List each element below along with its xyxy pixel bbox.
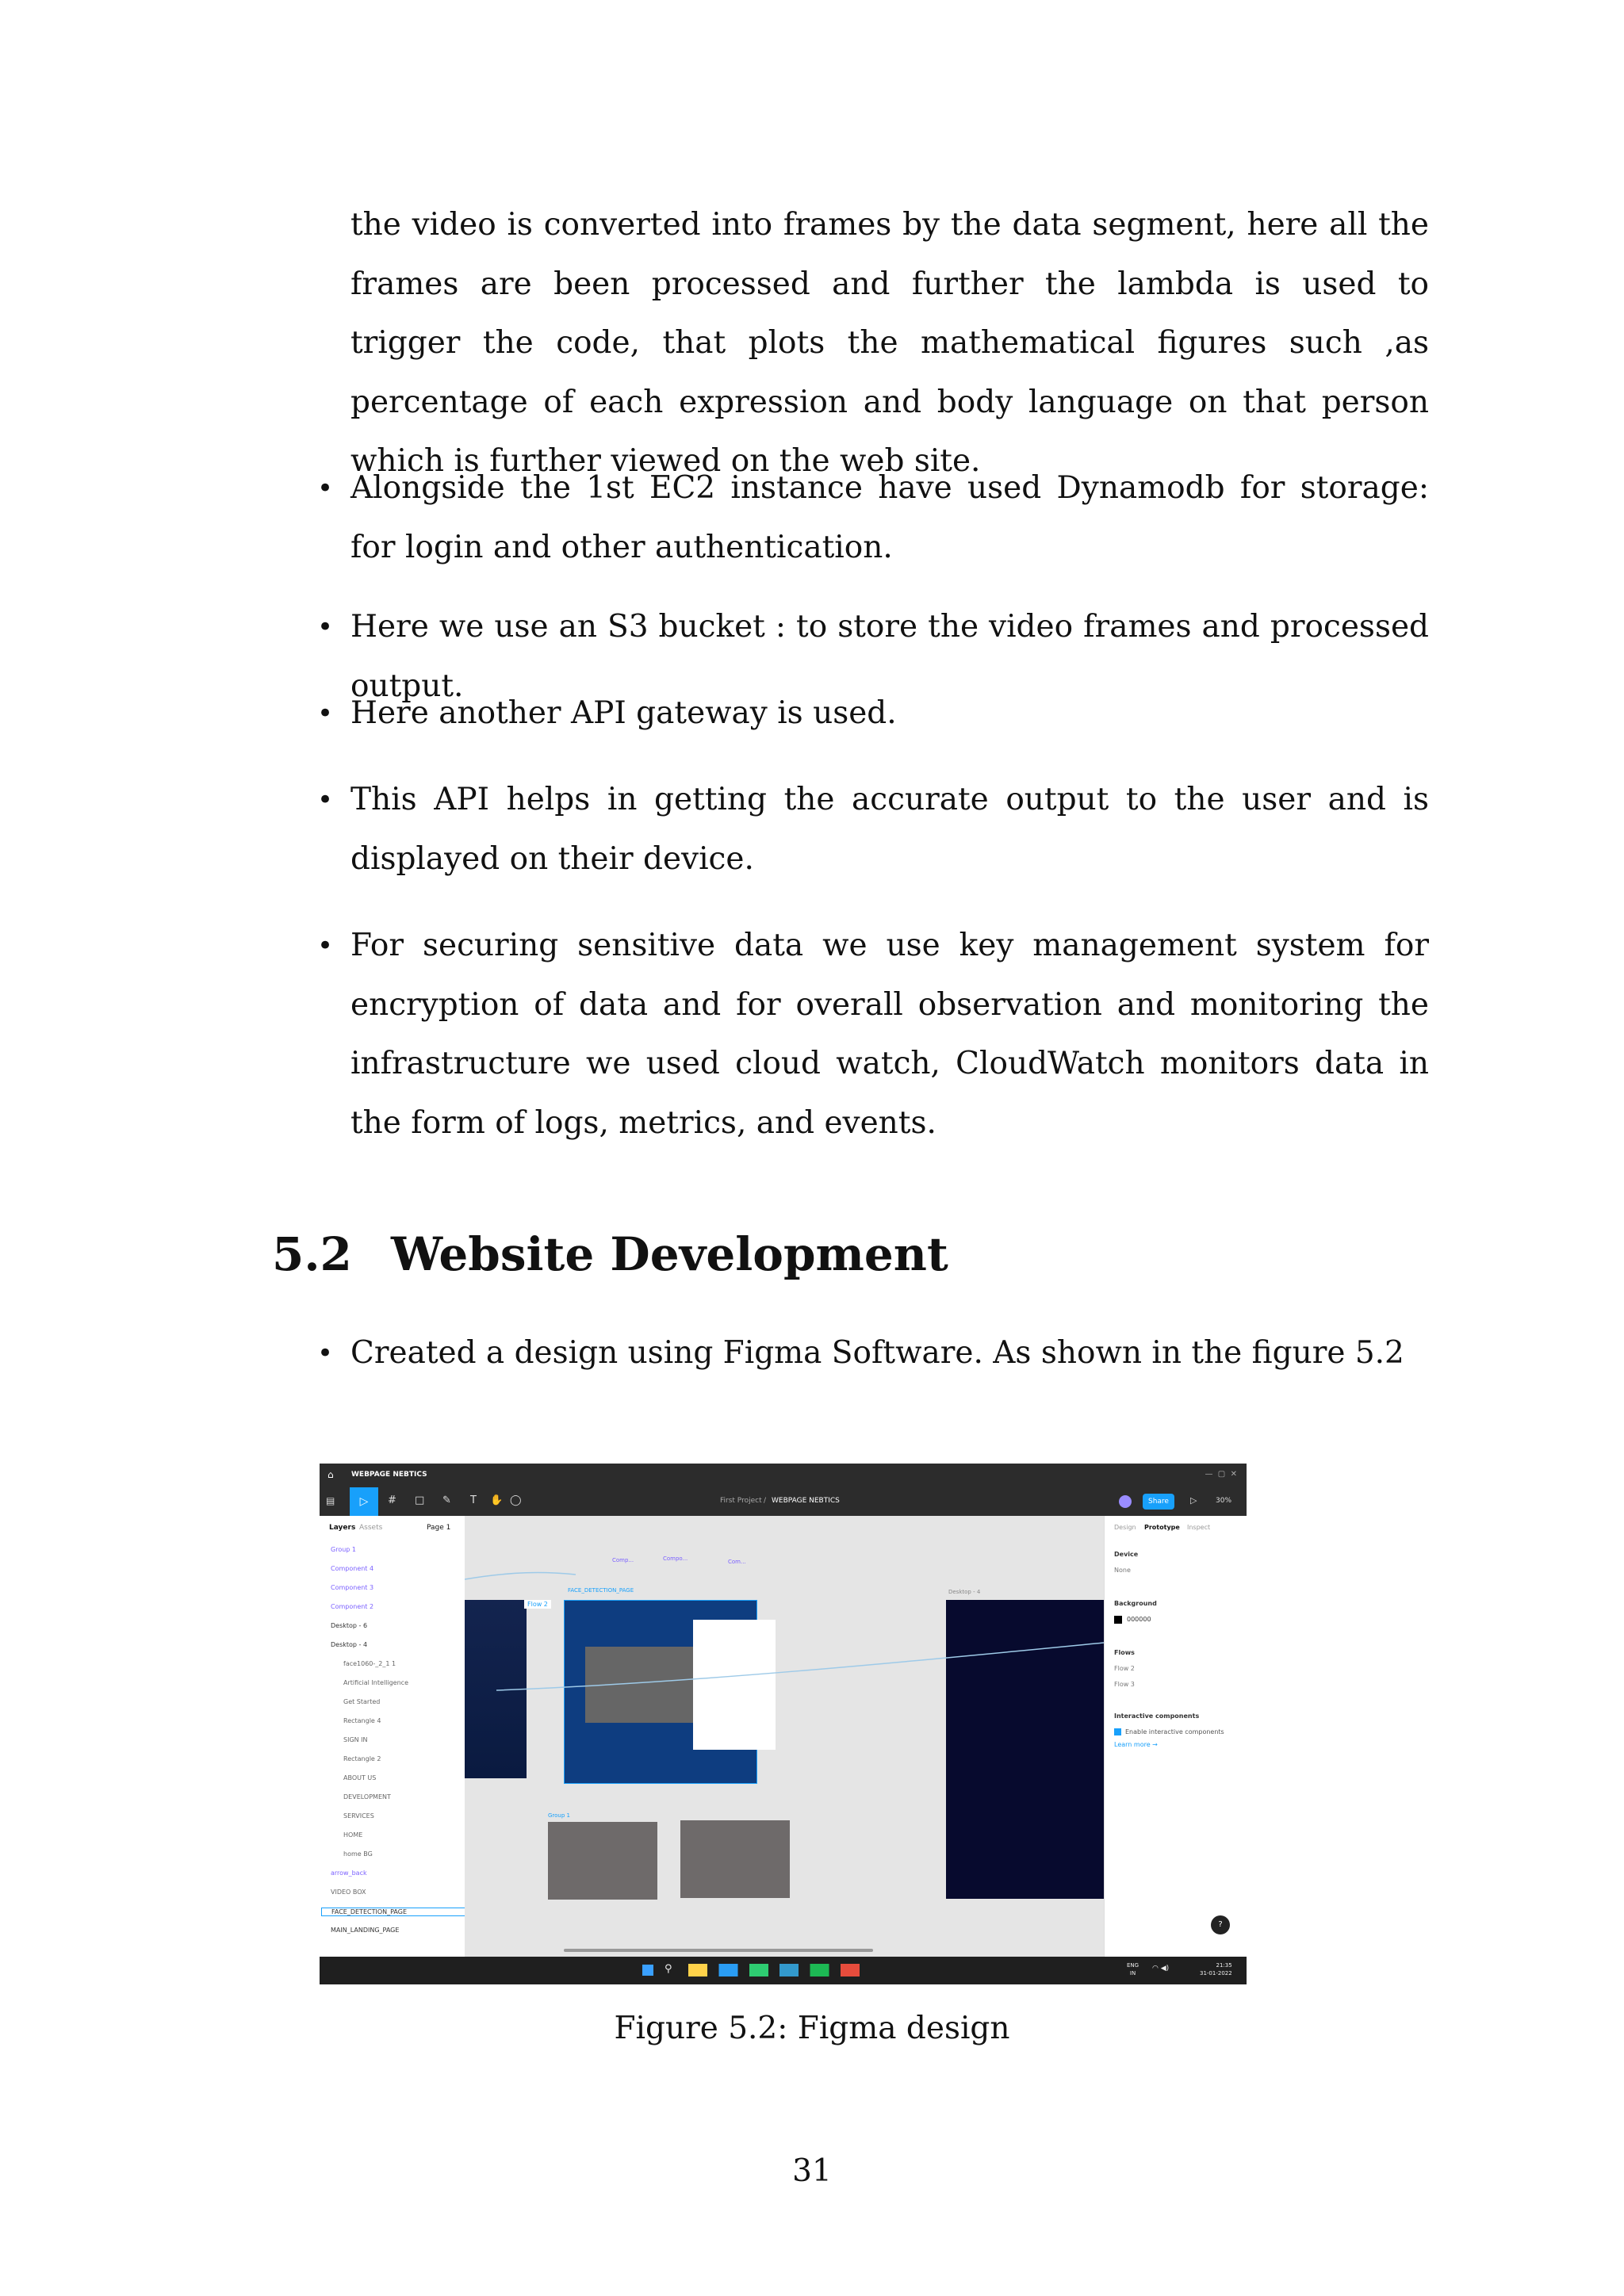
frame-tool-icon[interactable]: # <box>388 1494 396 1506</box>
device-label: Device <box>1114 1551 1139 1558</box>
frame-label[interactable]: FACE_DETECTION_PAGE <box>568 1587 634 1594</box>
section-heading <box>272 1227 948 1281</box>
clock[interactable] <box>1200 1961 1232 1977</box>
layer-item[interactable]: MAIN_LANDING_PAGE <box>331 1927 400 1934</box>
file-tab[interactable]: WEBPAGE NEBTICS <box>351 1471 427 1479</box>
zoom-level[interactable]: 30% <box>1216 1497 1232 1505</box>
background-label: Background <box>1114 1600 1157 1607</box>
pen-tool-icon[interactable]: ✎ <box>442 1494 451 1506</box>
clock-date: 31-01-2022 <box>1200 1970 1232 1976</box>
wifi-icon[interactable]: ◠ ◀) <box>1152 1965 1170 1973</box>
hand-tool-icon[interactable]: ✋ <box>490 1494 504 1506</box>
layer-item[interactable]: HOME <box>343 1831 363 1839</box>
interactive-label: Interactive components <box>1114 1712 1200 1720</box>
breadcrumb-sep: / <box>764 1497 767 1505</box>
tab-layers[interactable]: Layers <box>329 1524 356 1532</box>
lang-code: ENG <box>1127 1962 1139 1969</box>
share-button[interactable]: Share <box>1143 1494 1174 1510</box>
bullet-item: • This API helps in getting the accurate output to the user and is displayed on their device. <box>317 782 1429 877</box>
main-menu-icon[interactable]: ▤ <box>326 1495 335 1506</box>
search-icon[interactable]: ⚲ <box>665 1963 672 1975</box>
flow-item[interactable]: Flow 3 <box>1114 1681 1135 1688</box>
comment-tool-icon[interactable]: ◯ <box>510 1494 522 1506</box>
properties-panel <box>1104 1516 1247 1957</box>
bullet-text: For securing sensitive data we use key management system for encryption of data and for overall observation and monitoring the infrastructure we used cloud watch, CloudWatch monitors data in the form of logs, metrics, and events. <box>350 928 1429 1141</box>
layer-item[interactable]: Artificial Intelligence <box>343 1679 408 1686</box>
layers-panel <box>320 1516 465 1957</box>
paragraph-continuation: the video is converted into frames by the data segment, here all the frames are been processed and further the lambda is used to trigger the code, that plots the mathematical figures such ,as percentage of each expression and body language on that person which is further viewed on the web site. <box>350 207 1429 479</box>
flow-label[interactable]: Flow 2 <box>524 1600 551 1609</box>
help-icon[interactable]: ? <box>1211 1915 1230 1934</box>
layer-item[interactable]: DEVELOPMENT <box>343 1793 391 1800</box>
background-value[interactable]: 000000 <box>1127 1616 1151 1623</box>
language-indicator[interactable] <box>1127 1961 1139 1977</box>
section-title: Website Development <box>391 1227 948 1281</box>
comp-label-2[interactable]: Compo... <box>663 1556 688 1562</box>
figma-screenshot <box>320 1464 1247 1984</box>
bullet-item: • Here another API gateway is used. <box>317 695 897 731</box>
breadcrumb-project[interactable]: First Project <box>720 1497 762 1505</box>
page-number: 31 <box>792 2153 832 2189</box>
figma-toolbar <box>320 1487 1247 1516</box>
design-canvas[interactable] <box>465 1516 1104 1957</box>
layer-item[interactable]: home BG <box>343 1850 373 1858</box>
present-icon[interactable]: ▷ <box>1190 1495 1197 1506</box>
layer-item[interactable]: Desktop - 4 <box>331 1641 368 1648</box>
bullet-item: • Alongside the 1st EC2 instance have used Dynamodb for storage: for login and other authentication. <box>317 470 1429 565</box>
layer-item[interactable]: ABOUT US <box>343 1774 377 1781</box>
interactive-option[interactable]: Enable interactive components <box>1125 1728 1224 1735</box>
clock-time: 21:35 <box>1216 1962 1232 1969</box>
bullet-item: • Created a design using Figma Software. As shown in the figure 5.2 <box>317 1335 1404 1371</box>
bullet-text: Alongside the 1st EC2 instance have used Dynamodb for storage: for login and other authentication. <box>350 470 1429 565</box>
interactive-checkbox[interactable] <box>1114 1728 1121 1735</box>
tab-assets[interactable]: Assets <box>359 1524 383 1532</box>
comp-label-3[interactable]: Com... <box>728 1559 746 1565</box>
layer-item[interactable]: arrow_back <box>331 1869 367 1877</box>
page-selector[interactable]: Page 1 <box>427 1524 451 1532</box>
layer-item[interactable]: Rectangle 4 <box>343 1717 381 1724</box>
layer-item[interactable]: face1060-_2_1 1 <box>343 1660 396 1667</box>
layer-item[interactable]: Get Started <box>343 1698 381 1705</box>
prototype-connections <box>465 1516 1104 1957</box>
taskbar-apps[interactable] <box>688 1964 879 1976</box>
flow-item[interactable]: Flow 2 <box>1114 1665 1135 1672</box>
tab-prototype[interactable]: Prototype <box>1144 1524 1180 1531</box>
tab-design[interactable]: Design <box>1114 1524 1136 1531</box>
layer-item[interactable]: Component 3 <box>331 1584 374 1591</box>
layer-item[interactable]: Component 4 <box>331 1565 374 1572</box>
breadcrumb-file[interactable]: WEBPAGE NEBTICS <box>772 1497 840 1505</box>
move-tool-icon[interactable]: ▷ <box>350 1487 378 1516</box>
window-controls[interactable]: — ▢ ✕ <box>1205 1470 1237 1479</box>
layer-item[interactable]: VIDEO BOX <box>331 1888 366 1896</box>
layer-item-selected[interactable]: FACE_DETECTION_PAGE <box>321 1908 471 1916</box>
comp-label-1[interactable]: Comp... <box>612 1557 634 1563</box>
bullet-item: • Here we use an S3 bucket : to store the video frames and processed output. <box>317 609 1429 704</box>
start-icon[interactable] <box>642 1965 653 1976</box>
layer-item[interactable]: Rectangle 2 <box>343 1755 381 1762</box>
figma-tab-bar <box>320 1464 1247 1487</box>
flows-label: Flows <box>1114 1649 1135 1656</box>
layer-item[interactable]: SERVICES <box>343 1812 374 1820</box>
learn-more-link[interactable]: Learn more → <box>1114 1741 1158 1748</box>
layer-item[interactable]: Group 1 <box>331 1546 356 1553</box>
section-number: 5.2 <box>272 1227 352 1281</box>
layer-item[interactable]: Desktop - 6 <box>331 1622 368 1629</box>
figure-caption: Figure 5.2: Figma design <box>614 2011 1010 2046</box>
bullet-text: This API helps in getting the accurate output to the user and is displayed on their device. <box>350 782 1429 877</box>
layer-item[interactable]: SIGN IN <box>343 1736 368 1743</box>
avatar[interactable] <box>1119 1495 1132 1508</box>
background-swatch[interactable] <box>1114 1616 1122 1624</box>
horizontal-scrollbar[interactable] <box>564 1949 873 1952</box>
shape-tool-icon[interactable]: □ <box>415 1494 425 1506</box>
bullet-text: Here we use an S3 bucket : to store the video frames and processed output. <box>350 609 1429 704</box>
bullet-text: Here another API gateway is used. <box>350 695 897 731</box>
device-select[interactable]: None <box>1114 1567 1131 1574</box>
layer-item[interactable]: Component 2 <box>331 1603 374 1610</box>
home-icon[interactable]: ⌂ <box>327 1469 334 1480</box>
group-label[interactable]: Group 1 <box>548 1812 570 1819</box>
tab-inspect[interactable]: Inspect <box>1187 1524 1211 1531</box>
desktop-label[interactable]: Desktop - 4 <box>948 1589 981 1595</box>
bullet-item: • For securing sensitive data we use key management system for encryption of data and for overall observation and monitoring the infrastructure we used cloud watch, CloudWatch monitors data in the form of logs, metrics, and events. <box>317 928 1429 1141</box>
region-code: IN <box>1129 1970 1136 1976</box>
windows-taskbar <box>320 1957 1247 1984</box>
bullet-text: Created a design using Figma Software. As shown in the figure 5.2 <box>350 1335 1404 1371</box>
text-tool-icon[interactable]: T <box>470 1494 477 1506</box>
